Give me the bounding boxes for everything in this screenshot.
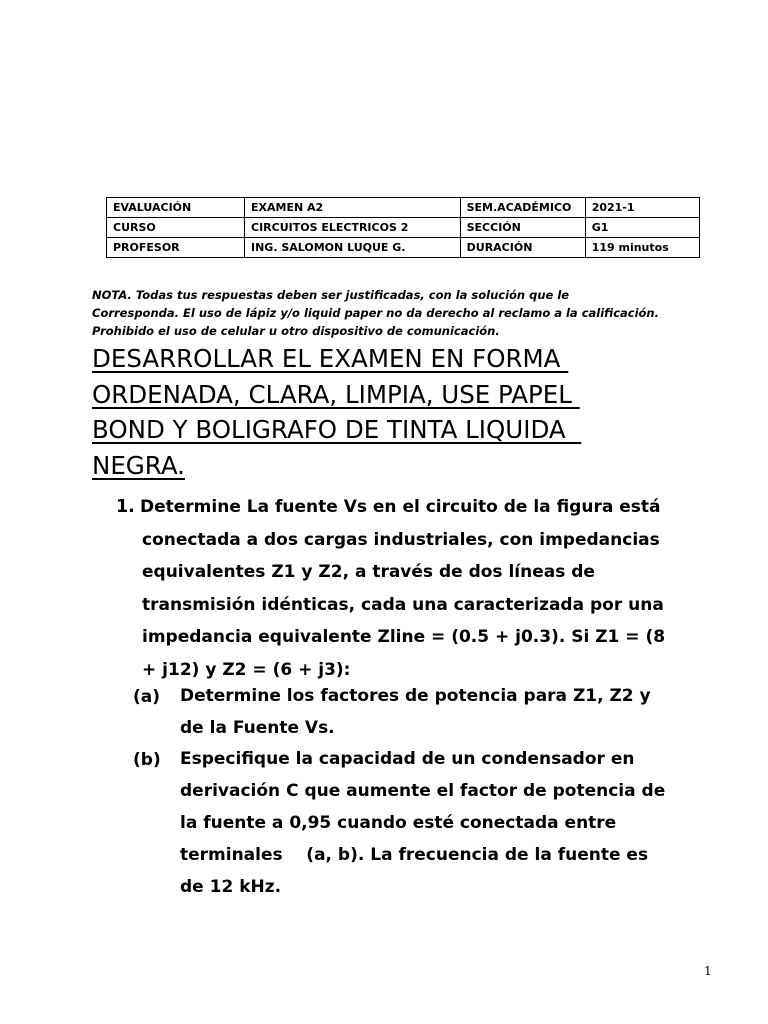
table-cell: EVALUACIÓN [107, 198, 245, 218]
question-line: impedancia equivalente Zline = (0.5 + j0.3). Si Z1 = (8 [142, 627, 666, 647]
heading-line: ORDENADA, CLARA, LIMPIA, USE PAPEL [92, 379, 580, 409]
part-line: de 12 kHz. [180, 877, 282, 897]
question-line: conectada a dos cargas industriales, con impedancias [142, 529, 660, 550]
instructions-heading [92, 341, 742, 483]
exam-info-table [106, 197, 700, 258]
part-line: terminales (a, b). La frecuencia de la fuente es [180, 845, 649, 865]
note-line: NOTA. Todas tus respuestas deben ser justificadas, con la solución que le [92, 288, 570, 302]
exam-note [92, 286, 742, 340]
part-b-text [180, 743, 720, 903]
page-number: 1 [704, 964, 712, 978]
table-cell: 2021-1 [585, 198, 699, 218]
table-row [107, 198, 700, 218]
note-line: Prohibido el uso de celular u otro dispositivo de comunicación. [92, 324, 500, 338]
part-line: la fuente a 0,95 cuando esté conectada entre [180, 813, 617, 833]
part-line: de la Fuente Vs. [180, 718, 335, 738]
part-line: Determine los factores de potencia para Z1, Z2 y [180, 686, 651, 706]
heading-line: BOND Y BOLIGRAFO DE TINTA LIQUIDA [92, 415, 582, 444]
table-cell: PROFESOR [107, 238, 245, 258]
part-a-text [180, 680, 720, 744]
table-cell: 119 minutos [585, 238, 699, 258]
part-b-label: (b) [133, 750, 161, 770]
question-text [140, 491, 720, 686]
table-cell: SEM.ACADÉMICO [460, 198, 585, 218]
part-a-label: (a) [133, 687, 161, 707]
table-cell: CURSO [107, 218, 245, 238]
table-cell: DURACIÓN [460, 238, 585, 258]
table-cell: CIRCUITOS ELECTRICOS 2 [245, 218, 461, 238]
part-line: derivación C que aumente el factor de potencia de [180, 781, 666, 801]
table-cell: EXAMEN A2 [245, 198, 461, 218]
question-line: transmisión idénticas, cada una caracterizada por una [142, 594, 664, 615]
heading-line: NEGRA. [92, 450, 185, 480]
table-row [107, 218, 700, 238]
question-line: equivalentes Z1 y Z2, a través de dos líneas de [142, 562, 595, 582]
question-line: + j12) y Z2 = (6 + j3): [142, 659, 351, 680]
table-cell: G1 [585, 218, 699, 238]
table-cell: ING. SALOMON LUQUE G. [245, 238, 461, 258]
note-line: Corresponda. El uso de lápiz y/o liquid paper no da derecho al reclamo a la calificación. [92, 306, 659, 320]
part-line: Especifique la capacidad de un condensador en [180, 749, 635, 769]
question-number: 1. [116, 497, 135, 517]
table-cell: SECCIÓN [460, 218, 585, 238]
heading-line: DESARROLLAR EL EXAMEN EN FORMA [92, 344, 569, 373]
question-line: Determine La fuente Vs en el circuito de la figura está [140, 497, 661, 517]
table-row [107, 238, 700, 258]
